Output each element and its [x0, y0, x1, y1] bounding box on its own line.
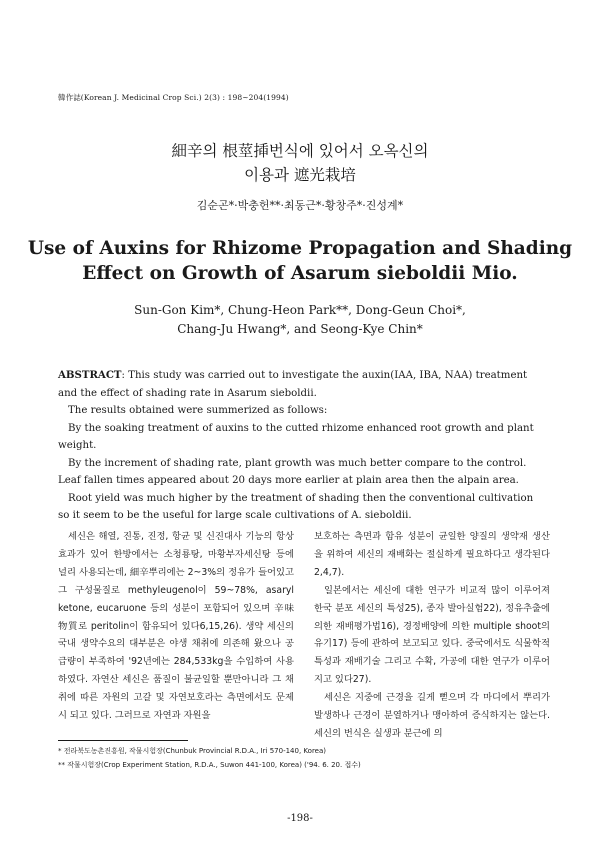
page-number: -198-: [287, 813, 313, 824]
authors-korean: 김순곤*·박충헌**·최동근*·황창주*·진성계*: [196, 199, 404, 212]
body-paragraph: 일본에서는 세신에 대한 연구가 비교적 많이 이루어져 한국 분포 세신의 특성25), 종자 발아실험22), 정유추출에 의한 재배평가법16), 경정배양에 의한 multiple shoot의 유기17) 등에 관하여 보고되고 있다. 중국에서도 식물학적 특성과 재배기술 그리고 수확, 가공에 대한 연구가 이루어지고 있다27).: [314, 584, 550, 686]
abstract: [58, 367, 546, 525]
abstract-paragraph: By the soaking treatment of auxins to the cutted rhizome enhanced root growth and plant weight.: [58, 422, 534, 451]
title-english-line-1: Use of Auxins for Rhizome Propagation and Shading: [27, 238, 573, 259]
body-column-right: [314, 528, 550, 743]
abstract-paragraph: By the increment of shading rate, plant growth was much better compare to the control. Leaf fallen times appeared about 20 days more earlier at plain area then the alpain area.: [58, 457, 527, 486]
title-english-line-2: Effect on Growth of Asarum sieboldii Mio.: [82, 263, 518, 284]
abstract-label: ABSTRACT: [58, 369, 122, 381]
body-paragraph: 세신은 지중에 근경을 길게 뻗으며 각 마디에서 뿌리가 발생하나 근경이 분열하거나 맹아하여 증식하지는 않는다. 세신의 번식은 실생과 분근에 의: [314, 692, 550, 739]
title-korean-line-1: 細辛의 根莖揷번식에 있어서 오옥신의: [171, 142, 429, 160]
abstract-paragraph: The results obtained were summerized as follows:: [68, 405, 328, 416]
abstract-paragraph: Root yield was much higher by the treatment of shading then the conventional cultivation so it seem to be the useful for large scale cultivations of A. sieboldii.: [58, 492, 534, 521]
authors-english-line-2: Chang-Ju Hwang*, and Seong-Kye Chin*: [177, 322, 423, 336]
body-column-left: [58, 528, 294, 725]
footnote-1: * 전라북도농촌진흥원, 작물시험장(Chunbuk Provincial R.D.A., Iri 570-140, Korea): [58, 747, 326, 755]
abstract-paragraph: ABSTRACT: This study was carried out to investigate the auxin(IAA, IBA, NAA) treatment and the effect of shading rate in Asarum sieboldii.: [58, 369, 528, 399]
body-paragraph: 세신은 해열, 진통, 진정, 항균 및 신진대사 기능의 항상효과가 있어 한방에서는 소청룡탕, 마황부자세신탕 등에 널리 사용되는데, 細辛뿌리에는 2~3%의 정유가 들어있고 그 구성물질로 methyleugenol이 59~78%, asaryl ketone, eucaruone 등의 성분이 포함되어 있으며 辛味物質로 peritolin이 함유되어 있다6,15,26). 생약 세신의 국내 생약수요의 대부분은 야생 채취에 의존해 왔으나 공급량이 부족하여 '92년에는 284,533kg을 수입하여 사용하였다. 자연산 세신은 품질이 불균일할 뿐만아니라 그 채취에 따른 자원의 고갈 및 자연보호라는 측면에서도 문제시 되고 있다. 그러므로 자연과 자원을: [58, 531, 294, 722]
journal-header: 韓作誌(Korean J. Medicinal Crop Sci.) 2(3) : 198~204(1994): [58, 93, 289, 102]
title-korean-line-2: 이용과 遮光栽培: [244, 166, 356, 184]
footnote-divider: [58, 740, 188, 741]
footnote-2: ** 작물시험장(Crop Experiment Station, R.D.A., Suwon 441-100, Korea) ('94. 6. 20. 접수): [58, 761, 361, 769]
authors-english-line-1: Sun-Gon Kim*, Chung-Heon Park**, Dong-Geun Choi*,: [134, 303, 466, 317]
body-paragraph: 보호하는 측면과 함유 성분이 균일한 양질의 생약재 생산을 위하여 세신의 재배화는 절실하게 필요하다고 생각된다2,4,7).: [314, 531, 550, 578]
